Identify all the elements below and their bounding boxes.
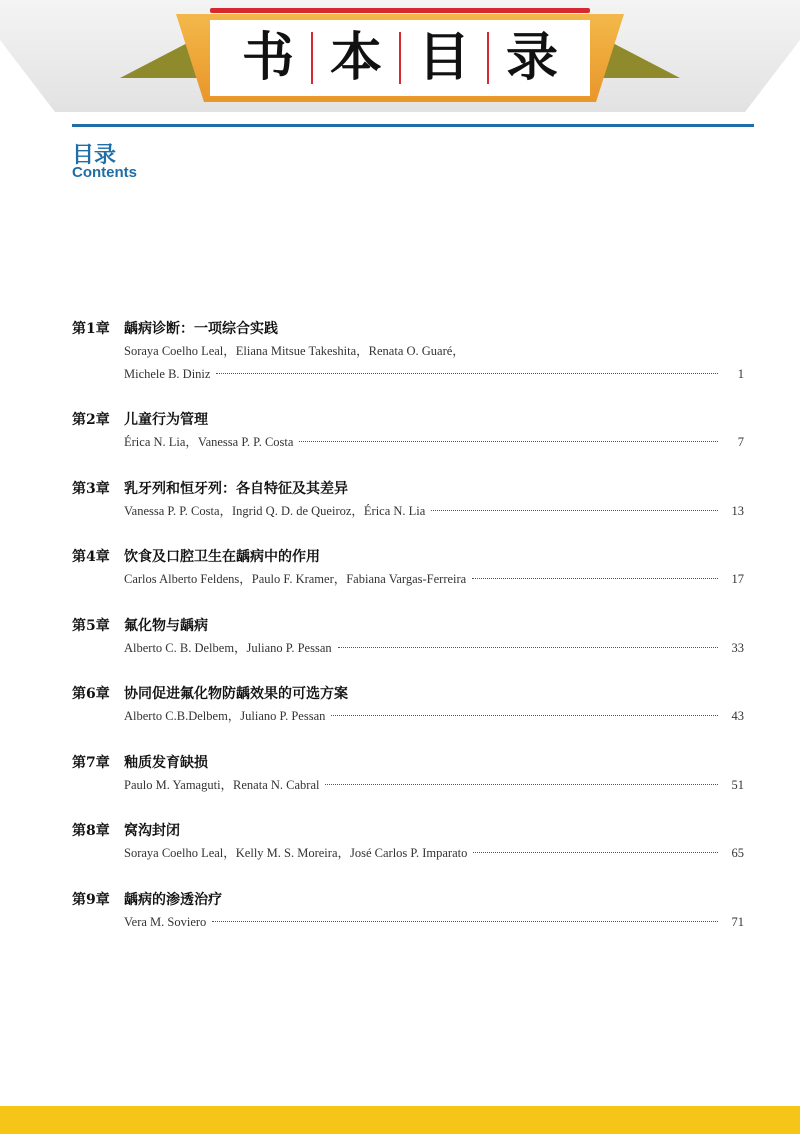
- chapter-number: 第9章: [72, 891, 110, 908]
- chapter-authors: Alberto C.B.Delbem，Juliano P. Pessan: [124, 709, 326, 723]
- leader-dots: [473, 852, 718, 853]
- page-number: 51: [731, 777, 744, 792]
- page-number: 65: [731, 846, 744, 860]
- chapter-authors: Soraya Coelho Leal，Eliana Mitsue Takeshita，Renata O. Guaré，: [124, 344, 465, 358]
- chapter-title: 儿童行为管理: [124, 412, 208, 428]
- banner-red-bar: [210, 8, 590, 13]
- toc-entry[interactable]: [72, 889, 744, 958]
- page-number: 33: [731, 640, 744, 655]
- leader-dots: [299, 441, 718, 442]
- chapter-authors: Vanessa P. P. Costa，Ingrid Q. D. de Queiroz，Érica N. Lia: [124, 503, 426, 518]
- toc-entry[interactable]: [72, 409, 744, 478]
- contents-heading-cn: 目录: [72, 143, 117, 168]
- toc-entry[interactable]: [72, 478, 744, 547]
- toc-entry[interactable]: [72, 318, 744, 409]
- chapter-authors: Carlos Alberto Feldens，Paulo F. Kramer，Fabiana Vargas-Ferreira: [124, 572, 467, 586]
- chapter-authors: Soraya Coelho Leal，Kelly M. S. Moreira，José Carlos P. Imparato: [124, 846, 468, 860]
- banner-title: [210, 20, 590, 96]
- chapter-authors: Vera M. Soviero: [124, 914, 207, 929]
- leader-dots: [472, 578, 718, 579]
- chapter-number: 第6章: [72, 686, 110, 702]
- chapter-number: 第4章: [72, 549, 110, 565]
- header-rule: [72, 124, 754, 127]
- toc-entry[interactable]: [72, 546, 744, 615]
- chapter-title: 饮食及口腔卫生在龋病中的作用: [124, 549, 320, 565]
- chapter-authors: Érica N. Lia，Vanessa P. P. Costa: [124, 435, 294, 449]
- footer-band: [0, 1106, 800, 1134]
- leader-dots: [331, 715, 718, 716]
- contents-heading-en: Contents: [72, 164, 137, 181]
- chapter-authors: Michele B. Diniz: [124, 367, 211, 381]
- leader-dots: [216, 373, 718, 374]
- banner-title-char: 本: [329, 28, 382, 88]
- toc-entry[interactable]: [72, 615, 744, 684]
- chapter-number: 第2章: [72, 412, 110, 428]
- banner-title-char: 目: [417, 28, 470, 88]
- chapter-authors: Paulo M. Yamaguti，Renata N. Cabral: [124, 777, 320, 792]
- page-number: 43: [731, 709, 744, 723]
- chapter-number: 第5章: [72, 617, 110, 634]
- chapter-number: 第3章: [72, 480, 110, 497]
- page-number: 17: [731, 572, 744, 586]
- banner-title-char: 录: [505, 28, 558, 88]
- chapter-title: 窝沟封闭: [124, 823, 180, 839]
- page-number: 13: [731, 503, 744, 518]
- table-of-contents: [72, 318, 744, 957]
- leader-dots: [212, 921, 718, 922]
- banner-title-char: 书: [241, 28, 294, 88]
- chapter-title: 乳牙列和恒牙列：各自特征及其差异: [124, 480, 348, 497]
- chapter-number: 第7章: [72, 754, 110, 771]
- leader-dots: [325, 784, 718, 785]
- chapter-title: 协同促进氟化物防龋效果的可选方案: [124, 686, 348, 702]
- chapter-title: 氟化物与龋病: [124, 617, 208, 634]
- chapter-number: 第1章: [72, 321, 110, 337]
- leader-dots: [431, 510, 718, 511]
- page-number: 7: [737, 435, 744, 449]
- toc-entry[interactable]: [72, 820, 744, 889]
- chapter-title: 釉质发育缺损: [124, 754, 208, 771]
- toc-entry[interactable]: [72, 683, 744, 752]
- chapter-title: 龋病诊断：一项综合实践: [124, 321, 278, 337]
- leader-dots: [338, 647, 718, 648]
- chapter-number: 第8章: [72, 823, 110, 839]
- page-number: 71: [731, 914, 744, 929]
- chapter-authors: Alberto C. B. Delbem，Juliano P. Pessan: [124, 640, 332, 655]
- page-number: 1: [737, 367, 744, 381]
- toc-entry[interactable]: [72, 752, 744, 821]
- chapter-title: 龋病的渗透治疗: [124, 891, 222, 908]
